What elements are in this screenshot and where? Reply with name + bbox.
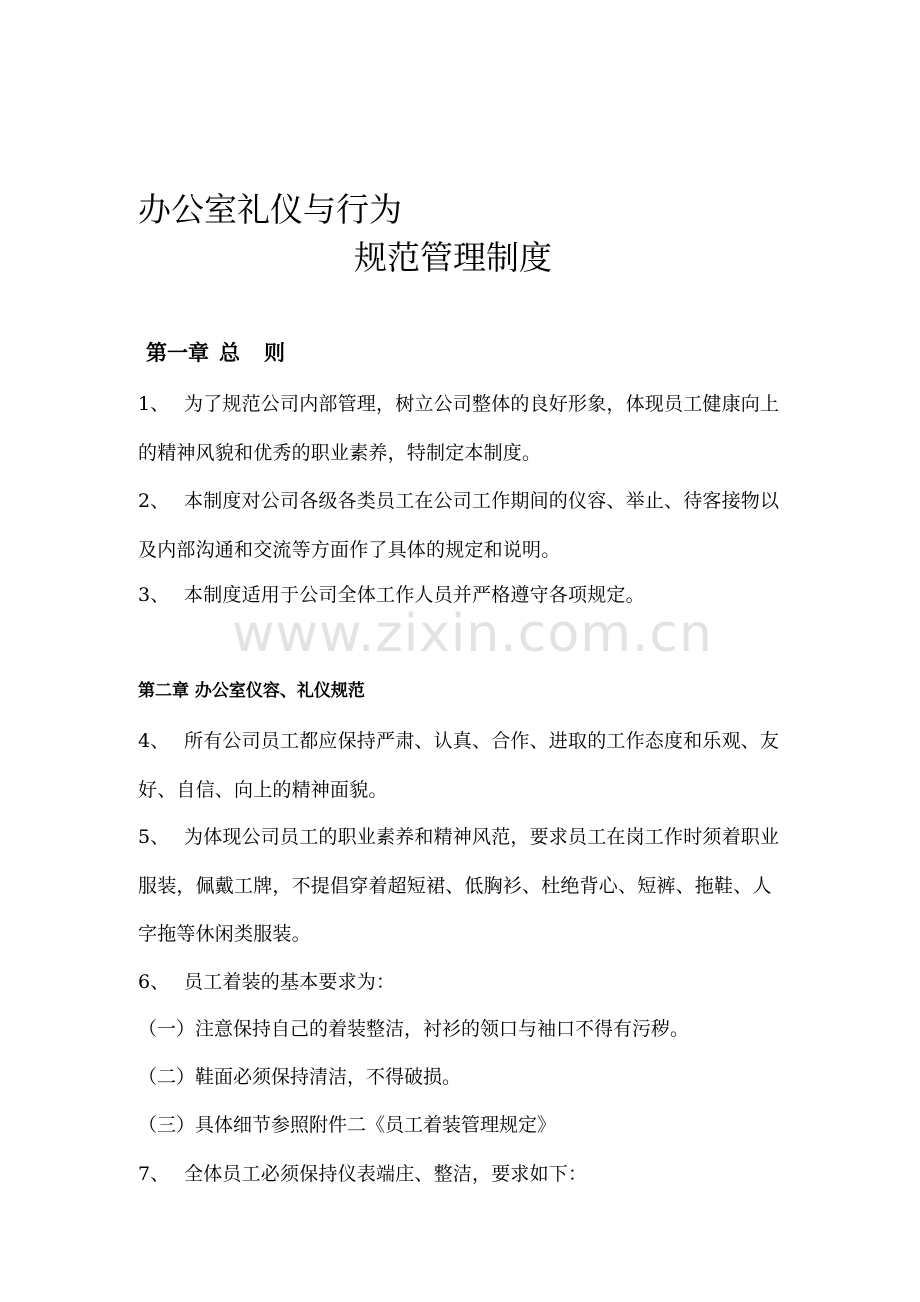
clause-text: 所有公司员工都应保持严肃、认真、合作、进取的工作态度和乐观、友好、自信、向上的精神面貌。: [138, 730, 780, 801]
chapter-1-word-2: 则: [264, 341, 285, 365]
watermark: www.zixin.com.cn: [232, 604, 713, 664]
clause-number: 7、: [138, 1163, 170, 1185]
clause-number: 3、: [138, 584, 170, 606]
clause-text: 为体现公司员工的职业素养和精神风范，要求员工在岗工作时须着职业服装，佩戴工牌，不提倡穿着超短裙、低胸衫、杜绝背心、短裤、拖鞋、人字拖等休闲类服装。: [138, 826, 780, 945]
document-title-line-2: 规范管理制度: [354, 238, 552, 277]
clause-number: 5、: [138, 826, 170, 848]
clause-text: 为了规范公司内部管理，树立公司整体的良好形象，体现员工健康向上的精神风貌和优秀的职业素养，特制定本制度。: [138, 393, 780, 464]
clause-1: [138, 380, 788, 477]
clause-text: 本制度对公司各级各类员工在公司工作期间的仪容、举止、待客接物以及内部沟通和交流等方面作了具体的规定和说明。: [138, 490, 780, 561]
clause-text: 本制度适用于公司全体工作人员并严格遵守各项规定。: [184, 584, 645, 606]
clause-number: 1、: [138, 393, 170, 415]
clause-2: [138, 477, 788, 574]
clause-5: [138, 813, 788, 959]
clause-4: [138, 717, 788, 814]
chapter-1-heading: [146, 338, 285, 368]
clause-7: [138, 1150, 788, 1199]
clause-6: [138, 958, 788, 1007]
sub-item-2: （二）鞋面必须保持清洁，不得破损。: [138, 1066, 462, 1088]
document-title-line-1: 办公室礼仪与行为: [138, 190, 402, 229]
clause-text: 全体员工必须保持仪表端庄、整洁，要求如下：: [184, 1163, 588, 1185]
chapter-1-label: 第一章: [146, 341, 209, 365]
clause-text: 员工着装的基本要求为：: [184, 971, 396, 993]
chapter-2-heading: 第二章 办公室仪容、礼仪规范: [138, 681, 365, 701]
chapter-1-word-1: 总: [219, 341, 240, 365]
clause-number: 6、: [138, 971, 170, 993]
sub-item-3: （三）具体细节参照附件二《员工着装管理规定》: [138, 1114, 557, 1136]
clause-number: 2、: [138, 490, 170, 512]
sub-item-1: （一）注意保持自己的着装整洁，衬衫的领口与袖口不得有污秽。: [138, 1018, 690, 1040]
clause-number: 4、: [138, 730, 170, 752]
